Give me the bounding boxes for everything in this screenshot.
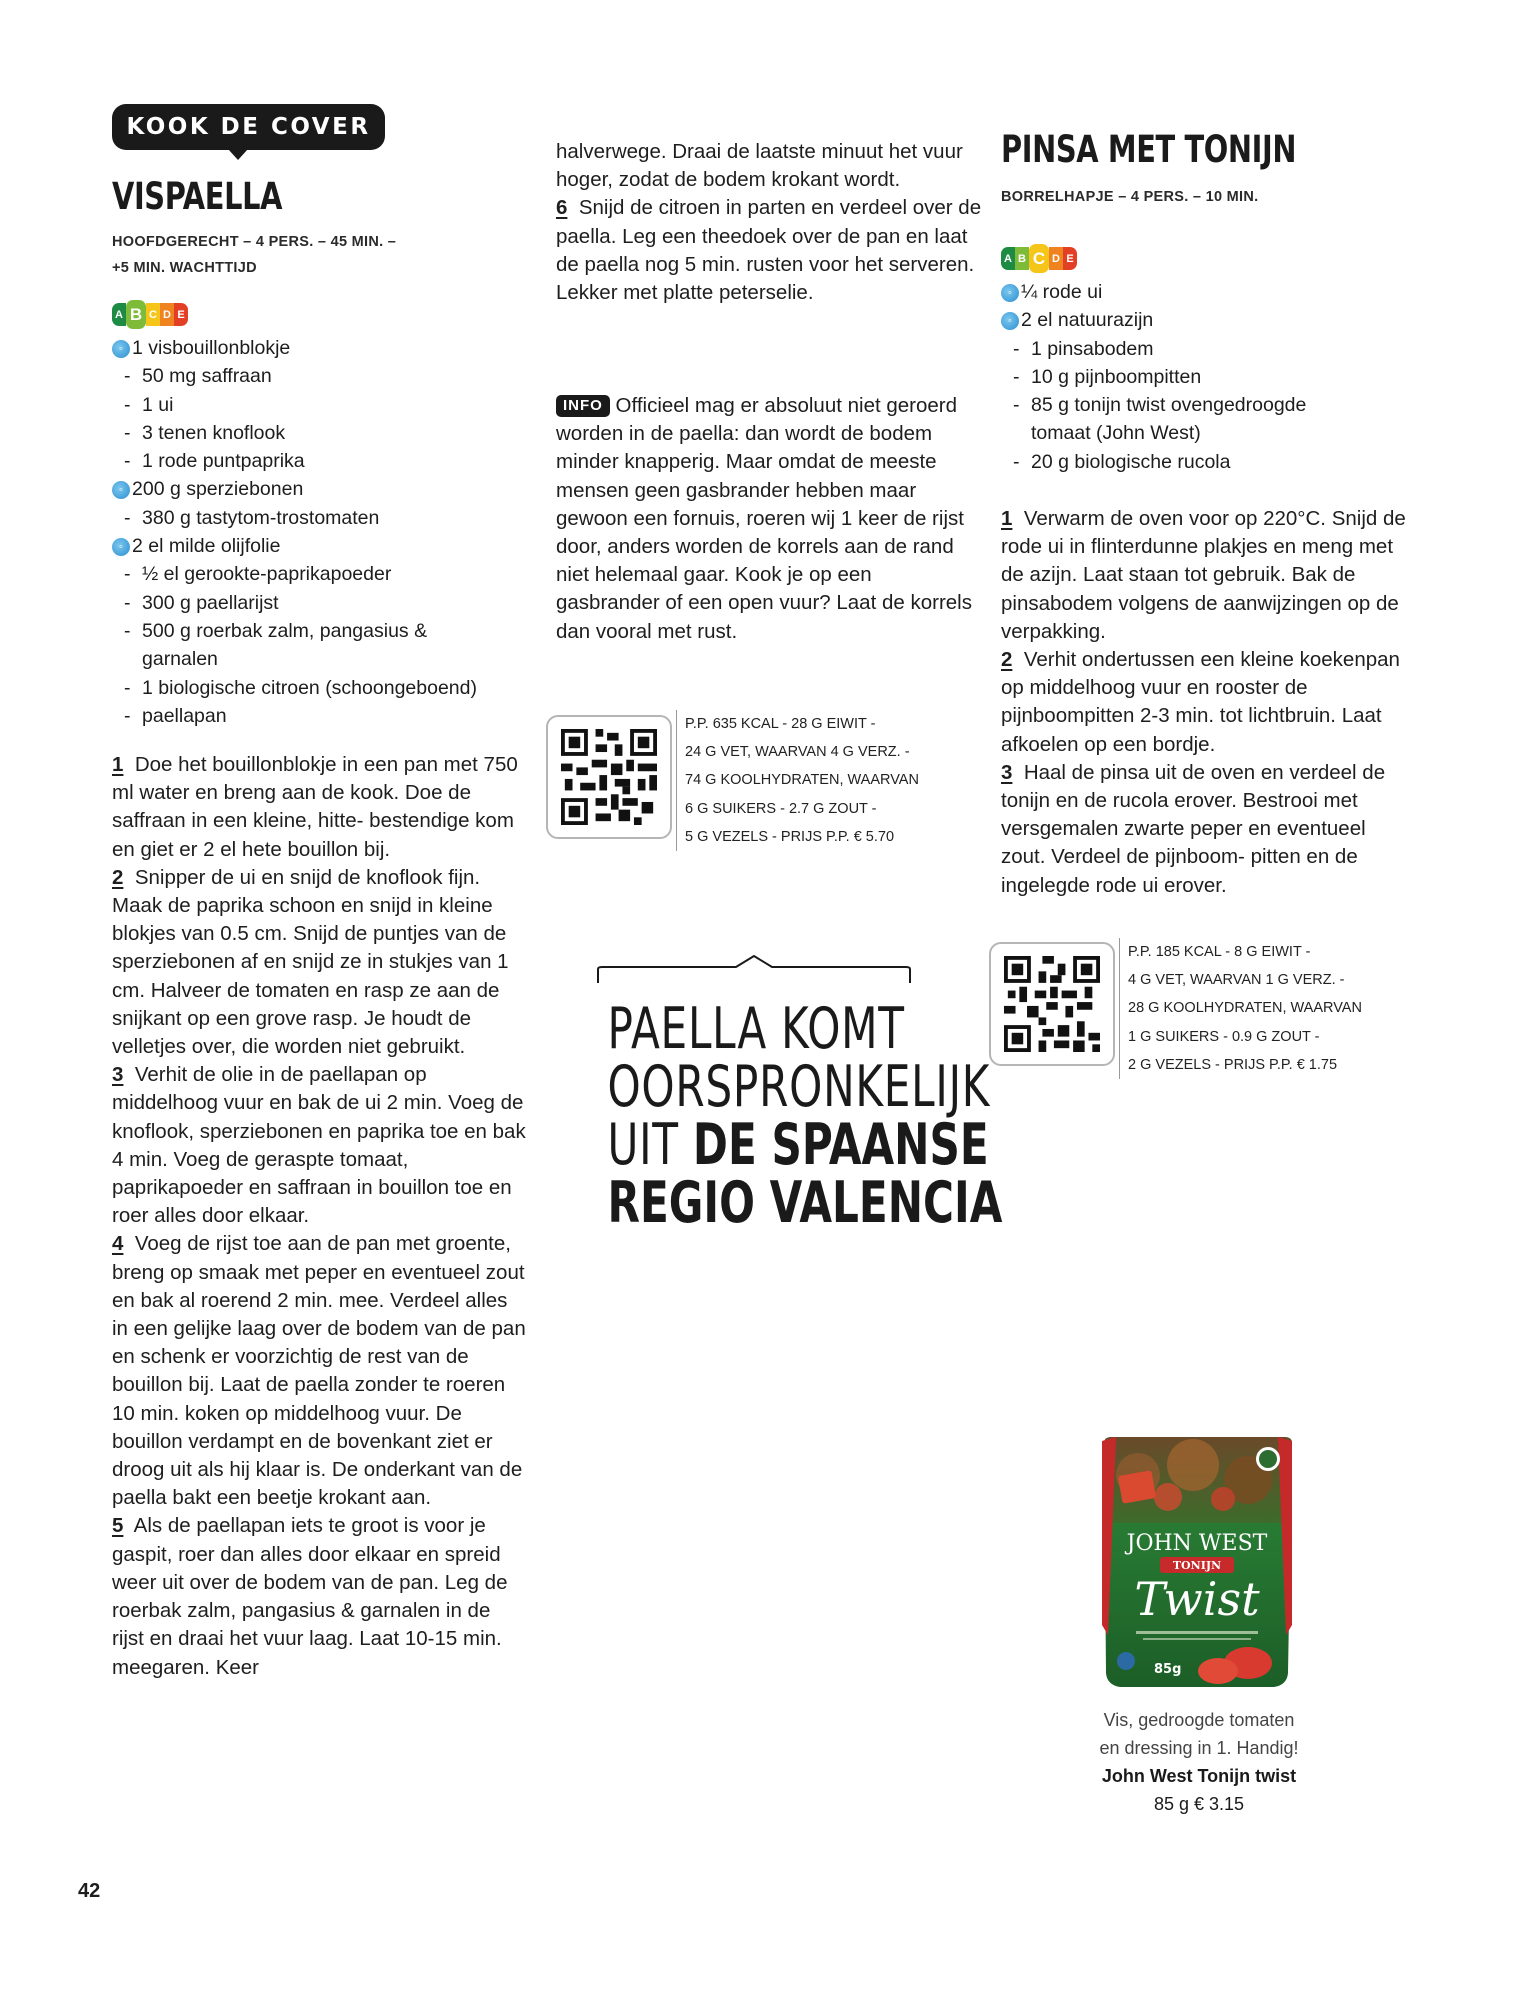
ingredient-text-continued: tomaat (John West) [1031,422,1201,445]
qr-code-icon [1004,956,1100,1052]
nutriscore-badge-left [112,300,188,329]
ingredient-text: 2 el natuurazijn [1021,309,1154,332]
nutri-e: E [174,303,188,326]
step-number: 6 [556,196,568,220]
step-1 [112,751,527,864]
nutrition-line: 4 G VET, WAARVAN 1 G VERZ. - [1128,972,1345,989]
nutri-d: D [160,303,174,326]
ingredient-item [1001,335,1411,363]
nutrition-info-pinsa [1119,938,1362,1079]
nutrition-line: 1 G SUIKERS - 0.9 G ZOUT - [1128,1028,1320,1045]
ingredient-item [112,617,532,674]
quote-line-3-thin: UIT [607,1112,693,1178]
step-6 [556,194,986,307]
water-drop-icon: ◦ [1001,312,1019,330]
water-drop-icon: ◦ [112,481,130,499]
ingredient-item [112,702,532,730]
product-caption [1058,1706,1340,1818]
product-price: 85 g € 3.15 [1153,1794,1245,1814]
step-2 [112,864,527,1061]
water-drop-icon: ◦ [112,538,130,556]
quote-line-3 [607,1112,989,1178]
step-number: 1 [112,753,124,776]
qr-code-vispaella[interactable] [546,715,672,839]
step-number: 3 [112,1063,124,1087]
qr-code-pinsa[interactable] [989,942,1115,1066]
step-number: 4 [112,1232,124,1256]
nutri-b: B [1015,247,1029,270]
step-number: 2 [112,865,124,889]
nutrition-line: 6 G SUIKERS - 2.7 G ZOUT - [685,800,877,817]
nutri-d: D [1049,247,1063,270]
steps-vispaella-continued [556,138,986,307]
info-box [556,392,981,646]
quote-line-1: PAELLA KOMT [607,996,905,1062]
recipe-meta-pinsa: BORRELHAPJE – 4 PERS. – 10 MIN. [1001,189,1259,205]
nutriscore-badge-right [1001,244,1077,273]
ingredient-text: 300 g paellarijst [142,591,279,614]
ingredient-list-vispaella [112,334,532,730]
page-number: 42 [78,1880,101,1902]
ingredient-text: 380 g tastytom-trostomaten [142,506,380,529]
info-tag: INFO [556,395,610,417]
ingredient-text: 1 pinsabodem [1031,337,1154,360]
meta-line-1: HOOFDGERECHT – 4 PERS. – 45 MIN. – [112,234,397,250]
nutri-c: C [1029,244,1049,273]
ingredient-item [1001,448,1411,476]
ingredient-text: paellapan [142,704,227,727]
steps-vispaella [112,751,527,1682]
recipe-title-vispaella: VISPAELLA [112,175,283,218]
step-number: 2 [1001,648,1013,672]
quote-line-3-bold: DE SPAANSE [692,1112,989,1178]
ingredient-text: 2 el milde olijfolie [132,535,281,558]
step-text: Verhit ondertussen een kleine koekenpan op middelhoog vuur en rooster de pijnboompitten 2-3 min. tot lichtbruin. Laat afkoelen op een bordje. [1001,648,1400,756]
nutri-e: E [1063,247,1077,270]
ingredient-text-continued: garnalen [142,648,218,671]
ingredient-item [1001,306,1411,334]
ingredient-item [1001,278,1411,306]
step-text: Als de paellapan iets te groot is voor je gaspit, roer dan alles door elkaar en spreid weer uit over de bodem van de pan. Leg de roerbak zalm, pangasius & garnalen in de rijst en draai het vuur laag. Laat 10-15 min. meegaren. Keer [112,1514,508,1679]
step-1 [1001,505,1406,646]
water-drop-icon: ◦ [112,340,130,358]
step-4 [112,1230,527,1512]
ingredient-item [112,391,532,419]
ingredient-item [112,447,532,475]
nutrition-line: 28 G KOOLHYDRATEN, WAARVAN [1128,1000,1362,1017]
recipe-meta-vispaella [112,229,396,281]
nutri-a: A [112,303,126,326]
ingredient-text: ½ el gerookte-paprikapoeder [142,563,392,586]
product-brand: JOHN WEST [1126,1531,1268,1556]
quote-line-2: OORSPRONKELIJK [607,1054,991,1120]
ingredient-text: ¼ rode ui [1021,281,1103,303]
quote-bracket-top [596,955,912,985]
step-2 [1001,646,1406,759]
ingredient-item [112,362,532,390]
nutri-c: C [146,303,160,326]
info-text: Officieel mag er absoluut niet geroerd worden in de paella: dan wordt de bodem minder knapperig. Maar omdat de meeste mensen geen gasbrander hebben maar gewoon een fornuis, roeren wij 1 keer de rijst door, anders worden de korrels aan de rand niet helemaal gaar. Kook je op een gasbrander of een open vuur? Laat de korrels dan vooral met rust. [556,394,972,643]
step-5-continued: halverwege. Draai de laatste minuut het vuur hoger, zodat de bodem krokant wordt. [556,140,963,192]
ingredient-list-pinsa [1001,278,1411,476]
quote-line-4: REGIO VALENCIA [607,1170,1003,1236]
ingredient-text: 20 g biologische rucola [1031,450,1231,473]
step-text: Snipper de ui en snijd de knoflook fijn. Maak de paprika schoon en snijd in kleine blokjes van 0.5 cm. Snijd de puntjes van de sperziebonen af en snijd ze in stukjes van 1 cm. Halveer de tomaten en rasp ze aan de snijkant op een grove rasp. Je houdt de velletjes over, die worden niet gebruikt. [112,865,509,1059]
kook-de-cover-badge: KOOK DE COVER [112,104,385,150]
product-script-name: Twist [1134,1572,1260,1626]
ingredient-item [112,504,532,532]
ingredient-text: 50 mg saffraan [142,365,272,388]
step-5 [112,1512,527,1681]
ingredient-item [112,334,532,362]
nutrition-info-vispaella [676,710,919,851]
ingredient-item [1001,391,1411,448]
nutrition-line: P.P. 635 KCAL - 28 G EIWIT - [685,716,876,732]
ingredient-text: 1 biologische citroen (schoongeboend) [142,676,477,699]
step-text: Voeg de rijst toe aan de pan met groente, breng op smaak met peper en eventueel zout en bak al roerend 2 min. mee. Verdeel alles in een gelijke laag over de bodem van de pan en schenk er voorzichtig de rest van de bouillon bij. Laat de paella zonder te roeren 10 min. koken op middelhoog vuur. De bouillon verdampt en de bovenkant ziet er droog uit als hij klaar is. De onderkant van de paella bakt een beetje krokant aan. [112,1232,526,1510]
nutri-a: A [1001,247,1015,270]
caption-line-2: en dressing in 1. Handig! [1099,1738,1299,1758]
ingredient-item [112,419,532,447]
qr-code-icon [561,729,657,825]
step-text: Haal de pinsa uit de oven en verdeel de tonijn en de rucola erover. Bestrooi met versgemalen zwarte peper en eventueel zout. Verdeel de pijnboom- pitten en de ingelegde rode ui erover. [1001,760,1386,897]
step-number: 3 [1001,760,1013,784]
nutrition-line: P.P. 185 KCAL - 8 G EIWIT - [1128,944,1311,960]
john-west-tonijn-twist-product-image [1098,1435,1296,1697]
ingredient-item [112,532,532,560]
nutrition-line: 24 G VET, WAARVAN 4 G VERZ. - [685,744,910,761]
step-text: Doe het bouillonblokje in een pan met 750 ml water en breng aan de kook. Doe de saffraan in een kleine, hitte- bestendige kom en giet er 2 el hete bouillon bij. [112,753,518,861]
caption-line-1: Vis, gedroogde tomaten [1103,1710,1295,1730]
recipe-title-pinsa: PINSA MET TONIJN [1001,128,1297,171]
ingredient-text: 1 rode puntpaprika [142,450,305,473]
step-text: Snijd de citroen in parten en verdeel over de paella. Leg een theedoek over de pan en laat de paella nog 5 min. rusten voor het serveren. Lekker met platte peterselie. [556,196,982,305]
ingredient-text: 1 visbouillonblokje [132,337,291,359]
step-number: 5 [112,1514,124,1538]
nutri-b: B [126,300,146,329]
step-text: Verwarm de oven voor op 220°C. Snijd de rode ui in flinterdunne plakjes en meng met de azijn. Laat staan tot gebruik. Bak de pinsabodem volgens de aanwijzingen op de verpakking. [1001,507,1406,643]
nutrition-line: 5 G VEZELS - PRIJS P.P. € 5.70 [685,828,895,845]
ingredient-text: 10 g pijnboompitten [1031,365,1202,388]
ingredient-text: 85 g tonijn twist ovengedroogde [1031,394,1307,417]
nutrition-line: 74 G KOOLHYDRATEN, WAARVAN [685,772,919,789]
ingredient-text: 200 g sperziebonen [132,478,304,501]
ingredient-text: 1 ui [142,393,174,416]
step-number: 1 [1001,507,1013,530]
step-3 [112,1061,527,1230]
ingredient-text: 3 tenen knoflook [142,421,286,444]
ingredient-item [1001,363,1411,391]
ingredient-item [112,674,532,702]
step-text: Verhit de olie in de paellapan op middelhoog vuur en bak de ui 2 min. Voeg de knoflook, sperziebonen en paprika toe en bak 4 min. Voeg de geraspte tomaat, paprikapoeder en saffraan in bouillon toe en roer alles door elkaar. [112,1063,526,1228]
steps-pinsa [1001,505,1406,900]
ingredient-item [112,589,532,617]
product-sub: TONIJN [1172,1559,1222,1572]
nutrition-line: 2 G VEZELS - PRIJS P.P. € 1.75 [1128,1056,1338,1073]
pull-quote [556,996,1003,1236]
ingredient-text: 500 g roerbak zalm, pangasius & [142,619,428,642]
meta-line-2: +5 MIN. WACHTTIJD [112,260,257,276]
ingredient-item [112,560,532,588]
ingredient-item [112,475,532,503]
step-3 [1001,759,1406,900]
product-name: John West Tonijn twist [1101,1766,1297,1786]
water-drop-icon: ◦ [1001,284,1019,302]
product-weight: 85g [1154,1662,1182,1677]
